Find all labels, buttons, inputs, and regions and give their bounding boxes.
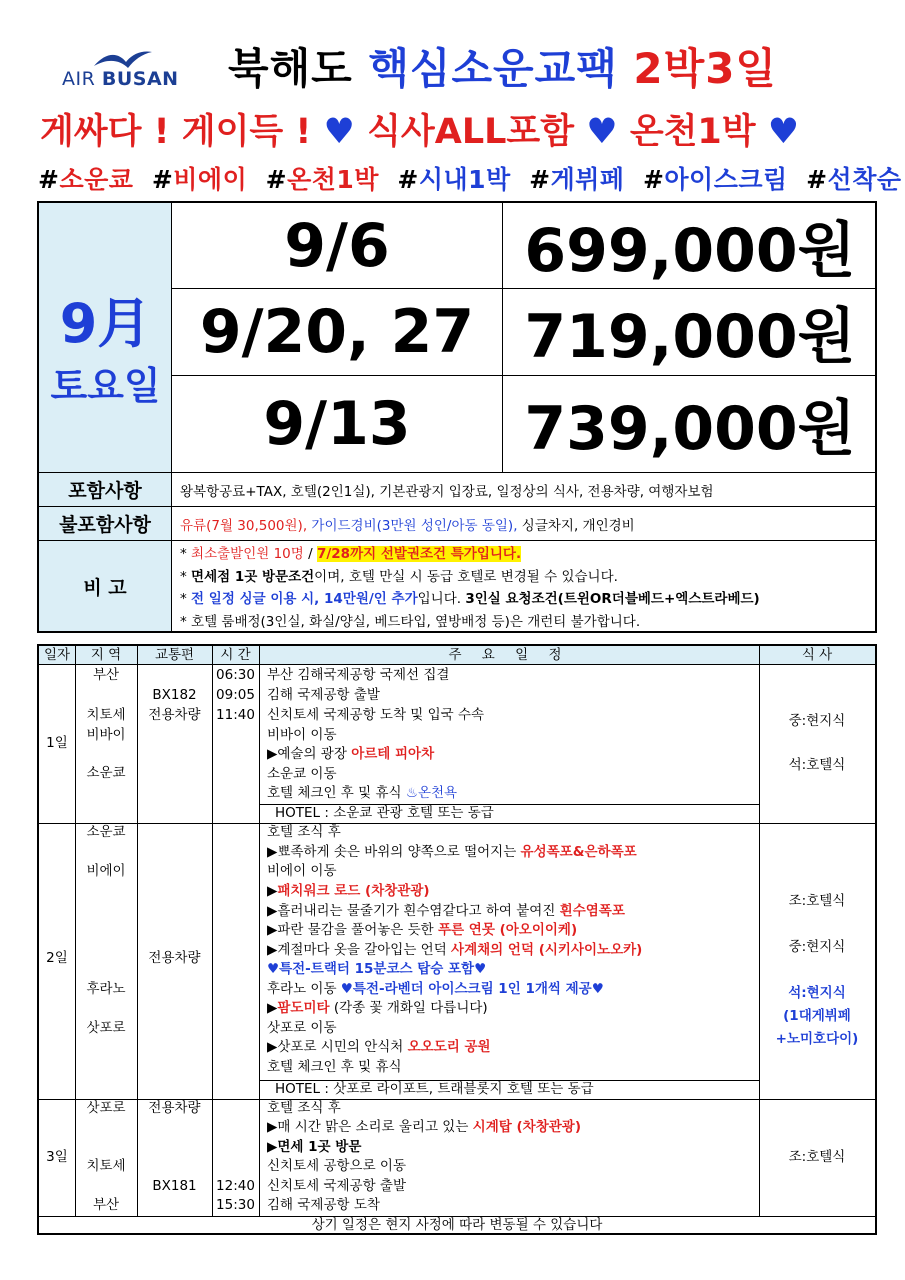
schedule-item: 호텔 체크인 후 및 휴식 — [267, 1059, 402, 1075]
divider — [759, 646, 760, 1216]
meal: 중:현지식 — [788, 713, 846, 729]
slogan — [40, 104, 799, 154]
transport: 전용차량 — [148, 1100, 201, 1116]
schedule-item: ▶면세 1곳 방문 — [267, 1139, 362, 1155]
hashtag: #아이스크림 — [642, 165, 788, 194]
heart-icon: ♥ — [323, 112, 355, 152]
hot-spring-icon: ♨온천욕 — [405, 785, 458, 801]
title-region: 북해도 — [228, 44, 353, 93]
schedule-item: 신치토세 국제공항 도착 및 입국 수속 — [267, 707, 485, 723]
schedule-item: 소운쿄 이동 — [267, 766, 337, 782]
region: 비에이 — [86, 863, 126, 879]
col-region: 지 역 — [90, 647, 122, 663]
itinerary-table — [37, 644, 877, 1235]
divider — [137, 646, 138, 1216]
price-amount: 739,000원 — [503, 376, 877, 473]
air-busan-logo — [62, 48, 180, 92]
time: 15:30 — [216, 1197, 255, 1213]
departure-date: 9/13 — [172, 376, 503, 473]
time: 11:40 — [216, 707, 255, 723]
region: 치토세 — [86, 707, 126, 723]
meal: 조:호텔식 — [788, 1149, 846, 1165]
col-meal: 식 사 — [801, 647, 833, 663]
note-line: * 면세점 1곳 방문조건이며, 호텔 만실 시 동급 호텔로 변경될 수 있습니다. — [180, 568, 618, 585]
divider — [259, 646, 260, 1216]
month-cell — [39, 203, 172, 473]
time: 12:40 — [216, 1178, 255, 1194]
logo-text-air: AIR — [62, 68, 96, 90]
day-label: 1일 — [46, 735, 68, 751]
page-title — [228, 36, 777, 96]
note-line: * 최소출발인원 10명 / 7/28까지 선발권조건 특가입니다. — [180, 546, 522, 562]
region: 소운쿄 — [86, 824, 126, 840]
schedule-item: ▶흘러내리는 물줄기가 흰수염같다고 하여 붙여진 흰수염폭포 — [267, 903, 625, 919]
time: 06:30 — [216, 667, 255, 683]
slogan-a: 게싸다 ! 게이득 ! — [40, 112, 312, 152]
departure-date: 9/20, 27 — [172, 289, 503, 376]
note-line: * 전 일정 싱글 이용 시, 14만원/인 추가입니다. 3인실 요청조건(트윈OR더블베드+엑스트라베드) — [180, 591, 760, 607]
schedule-item: ▶팜도미타 (각종 꽃 개화일 다릅니다) — [267, 1000, 488, 1016]
schedule-item: 후라노 이동 ♥특전-라벤더 아이스크림 1인 1개씩 제공♥ — [267, 981, 604, 997]
schedule-item: 김해 국제공항 출발 — [267, 687, 380, 703]
month-label: 9月 — [59, 292, 152, 355]
logo-text-busan: BUSAN — [101, 68, 179, 90]
schedule-item: 호텔 조식 후 — [267, 824, 341, 840]
special-benefit: ♥특전-트랙터 15분코스 탑승 포함♥ — [267, 961, 487, 977]
hotel-info: HOTEL : 소운쿄 관광 호텔 또는 동급 — [275, 805, 494, 821]
region: 소운쿄 — [86, 765, 126, 781]
hotel-info: HOTEL : 삿포로 라이포트, 트래블롯지 호텔 또는 동급 — [275, 1081, 594, 1097]
schedule-item: ▶예술의 광장 아르테 피아차 — [267, 746, 435, 762]
seagull-logo-icon — [92, 48, 154, 70]
schedule-item: ▶뾰족하게 솟은 바위의 양쪽으로 떨어지는 유성폭포&은하폭포 — [267, 844, 637, 860]
price-amount: 699,000원 — [503, 203, 877, 289]
hashtag: #온천1박 — [265, 165, 379, 194]
flight-number: BX181 — [152, 1178, 197, 1194]
col-transport: 교통편 — [154, 647, 195, 663]
region: 삿포로 — [86, 1100, 126, 1116]
heart-icon: ♥ — [586, 112, 618, 152]
notes-label: 비 고 — [39, 541, 172, 631]
schedule-item: 부산 김해국제공항 국제선 집결 — [267, 667, 450, 683]
hashtag: #시내1박 — [397, 165, 511, 194]
schedule-item: 삿포로 이동 — [267, 1020, 337, 1036]
price-table — [37, 201, 877, 633]
hashtag: #비에이 — [151, 165, 248, 194]
meal: 조:호텔식 — [788, 893, 846, 909]
footer-note: 상기 일정은 현지 사정에 따라 변동될 수 있습니다 — [311, 1217, 603, 1233]
title-duration: 2박3일 — [633, 44, 777, 93]
hashtag: #소운쿄 — [38, 165, 134, 194]
hashtags — [38, 160, 902, 196]
region: 부산 — [92, 667, 120, 683]
itinerary-header — [39, 646, 875, 665]
slogan-b: 식사ALL포함 — [367, 112, 575, 152]
region: 치토세 — [86, 1158, 126, 1174]
schedule-item: 비바이 이동 — [267, 727, 337, 743]
transport: 전용차량 — [148, 950, 201, 966]
price-amount: 719,000원 — [503, 289, 877, 376]
slogan-c: 온천1박 — [629, 112, 756, 152]
day-label: 2일 — [46, 950, 68, 966]
meal: 중:현지식 — [788, 939, 846, 955]
region: 후라노 — [86, 981, 126, 997]
col-time: 시 간 — [220, 647, 251, 663]
schedule-item: ▶파란 물감을 풀어놓은 듯한 푸른 연못 (아오이이케) — [267, 922, 578, 938]
region: 비바이 — [86, 727, 126, 743]
departure-date: 9/6 — [172, 203, 503, 289]
schedule-item: 비에이 이동 — [267, 863, 337, 879]
schedule-item: ▶삿포로 시민의 안식처 오오도리 공원 — [267, 1039, 491, 1055]
heart-icon: ♥ — [767, 112, 800, 152]
col-schedule: 주 요 일 정 — [448, 647, 570, 663]
meal: +노미호다이) — [775, 1031, 859, 1047]
schedule-item: ▶매 시간 맑은 소리로 울리고 있는 시계탑 (차창관광) — [267, 1119, 581, 1135]
excluded-value: 유류(7월 30,500원), 가이드경비(3만원 성인/아동 동일), 싱글차지, 개인경비 — [172, 507, 877, 541]
transport: 전용차량 — [148, 707, 201, 723]
note-line: * 호텔 룸배정(3인실, 화실/양실, 베드타입, 옆방배정 등)은 개런티 불가합니다. — [180, 613, 641, 630]
region: 삿포로 — [86, 1020, 126, 1036]
meal: 석:호텔식 — [788, 757, 846, 773]
hashtag: #게뷔페 — [529, 165, 625, 194]
hashtag: #선착순 — [806, 165, 902, 194]
title-package: 핵심소운교팩 — [368, 44, 618, 93]
schedule-item: ▶패치워크 로드 (차창관광) — [267, 883, 430, 899]
schedule-item: 호텔 조식 후 — [267, 1100, 341, 1116]
schedule-item: ▶계절마다 옷을 갈아입는 언덕 사계채의 언덕 (시키사이노오카) — [267, 942, 643, 958]
schedule-item: 신치토세 공항으로 이동 — [267, 1158, 406, 1174]
divider — [212, 646, 213, 1216]
included-label: 포함사항 — [39, 473, 172, 507]
meal: 석:현지식 — [788, 985, 846, 1001]
notes — [172, 541, 877, 633]
schedule-item: 호텔 체크인 후 및 휴식 ♨온천욕 — [267, 785, 458, 801]
region: 부산 — [92, 1197, 120, 1213]
col-day: 일자 — [43, 647, 71, 663]
flight-number: BX182 — [152, 687, 197, 703]
time: 09:05 — [216, 687, 255, 703]
meal: (1대게뷔페 — [783, 1008, 851, 1024]
day-label: 3일 — [46, 1149, 68, 1165]
excluded-label: 불포함사항 — [39, 507, 172, 541]
weekday-label: 토요일 — [50, 364, 161, 408]
schedule-item: 신치토세 국제공항 출발 — [267, 1178, 406, 1194]
schedule-item: 김해 국제공항 도착 — [267, 1197, 380, 1213]
included-value: 왕복항공료+TAX, 호텔(2인1실), 기본관광지 입장료, 일정상의 식사, 전용차량, 여행자보험 — [172, 473, 877, 507]
